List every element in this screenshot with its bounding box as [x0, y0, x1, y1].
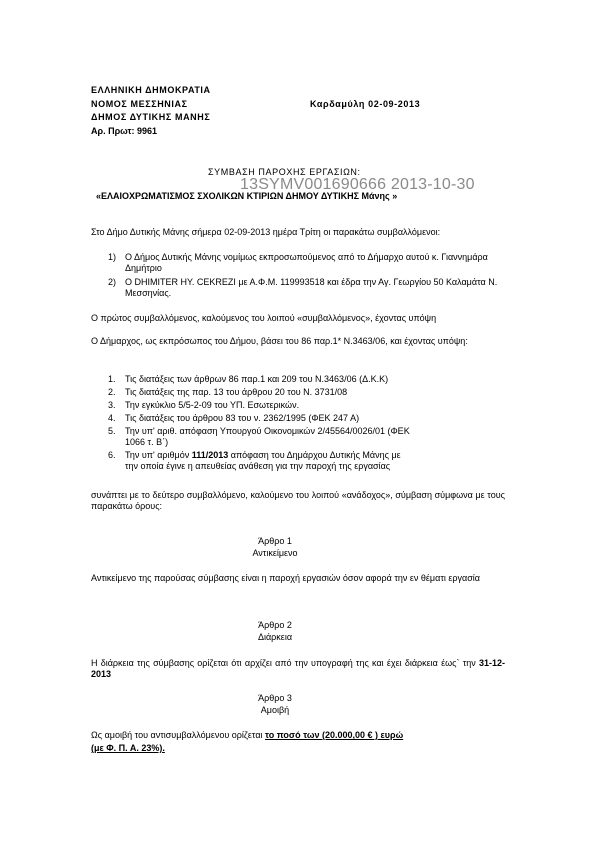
article1-text: Αντικείμενο της παρούσας σύμβασης είναι η παροχή εργασιών όσον αφορά την εν θέματι εργασία [91, 573, 480, 583]
header-municipality: ΔΗΜΟΣ ΔΥΤΙΚΗΣ ΜΑΝΗΣ [91, 112, 211, 122]
contract-subject: «ΕΛΑΙΟΧΡΩΜΑΤΙΣΜΟΣ ΣΧΟΛΙΚΩΝ ΚΤΙΡΙΩΝ ΔΗΜΟΥ ΔΥΤΙΚΗΣ Μάνης » [96, 191, 398, 201]
list-item [108, 277, 505, 299]
item-text: Ο Δήμος Δυτικής Μάνης νομίμως εκπροσωπούμενος από το Δήμαρχο αυτού κ. Γιαννημάρα Δημήτριο [125, 252, 488, 273]
registry-stamp: 13SYMV001690666 2013-10-30 [240, 176, 475, 193]
article2-text [91, 658, 505, 680]
item-text: Τις διατάξεις των άρθρων 86 παρ.1 και 209 του Ν.3463/06 (Δ.Κ.Κ) [125, 374, 389, 384]
list-item [108, 413, 505, 424]
item-text-post: απόφαση του Δημάρχου Δυτικής Μάνης με την οποία έγινε η απευθείας ανάθεση για την παροχή της εργασίας [125, 450, 401, 471]
article3-heading: Άρθρο 3 [258, 693, 292, 703]
item-number: 5. [108, 426, 116, 436]
list-item [108, 450, 415, 472]
first-party-paragraph: Ο πρώτος συμβαλλόμενος, καλούμενος του λοιπού «συμβαλλόμενος», έχοντας υπόψη [91, 313, 437, 323]
article1-subheading: Αντικείμενο [252, 548, 298, 558]
considerations-list [108, 374, 505, 472]
vat-note: (με Φ. Π. Α. 23%). [91, 743, 165, 753]
item-number: 3. [108, 400, 116, 410]
item-number: 2. [108, 387, 116, 397]
protocol-number: Αρ. Πρωτ: 9961 [91, 126, 158, 136]
item-number: 1. [108, 374, 116, 384]
item-text: Την υπ' αριθ. απόφαση Υπουργού Οικονομικών 2/45564/0026/01 (ΦΕΚ 1066 τ. Β΄) [125, 426, 410, 447]
list-item [108, 400, 505, 411]
article3-text [91, 730, 505, 741]
header-prefecture: ΝΟΜΟΣ ΜΕΣΣΗΝΙΑΣ [91, 99, 188, 109]
place-date: Καρδαμύλη 02-09-2013 [310, 99, 421, 109]
list-item [108, 387, 505, 398]
article3-subheading: Αμοιβή [260, 705, 290, 715]
mayor-paragraph: Ο Δήμαρχος, ως εκπρόσωπος του Δήμου, βάσει του 86 παρ.1* Ν.3463/06, και έχοντας υπόψη: [91, 336, 468, 346]
list-item [108, 252, 505, 274]
item-number: 6. [108, 450, 116, 460]
article2-subheading: Διάρκεια [257, 632, 293, 642]
list-item [108, 374, 505, 385]
item-number: 2) [108, 277, 117, 287]
contract-amount: το ποσό των (20.000,00 € ) ευρώ [265, 730, 404, 740]
item-number: 4. [108, 413, 116, 423]
intro-paragraph: Στο Δήμο Δυτικής Μάνης σήμερα 02-09-2013 ημέρα Τρίτη οι παρακάτω συμβαλλόμενοι: [91, 227, 441, 237]
decision-number: 111/2013 [191, 450, 229, 460]
item-text: Τις διατάξεις της παρ. 13 του άρθρου 20 του Ν. 3731/08 [125, 387, 348, 397]
article2-heading: Άρθρο 2 [258, 620, 292, 630]
parties-list [108, 252, 505, 299]
agreement-paragraph: συνάπτει με το δεύτερο συμβαλλόμενο, καλούμενο του λοιπού «ανάδοχος», σύμβαση σύμφωνα με τους παρακάτω όρους: [91, 490, 505, 511]
article1-heading: Άρθρο 1 [258, 536, 292, 546]
item-number: 1) [108, 252, 117, 262]
article3-body: Ως αμοιβή του αντισυμβαλλόμενου ορίζεται [91, 730, 266, 740]
end-date: 31-12-2013 [91, 658, 505, 679]
header-country: ΕΛΛΗΝΙΚΗ ΔΗΜΟΚΡΑΤΙΑ [91, 85, 211, 95]
item-text-pre: Την υπ' αριθμόν [125, 450, 192, 460]
item-text: Την εγκύκλιο 5/5-2-09 του ΥΠ. Εσωτερικών. [125, 400, 300, 410]
contract-title: ΣΥΜΒΑΣΗ ΠΑΡΟΧΗΣ ΕΡΓΑΣΙΩΝ: [208, 167, 361, 177]
item-text: Ο DHIMITER HY. CEKREZI με Α.Φ.Μ. 119993518 και έδρα την Αγ. Γεωργίου 50 Καλαμάτα Ν. Μεσσηνίας. [125, 277, 498, 298]
item-text: Τις διατάξεις του άρθρου 83 του ν. 2362/1995 (ΦΕΚ 247 Α) [125, 413, 360, 423]
list-item [108, 426, 415, 448]
article2-body: Η διάρκεια της σύμβασης ορίζεται ότι αρχίζει από την υπογραφή της και έχει διάρκεια έως` την [91, 658, 479, 668]
